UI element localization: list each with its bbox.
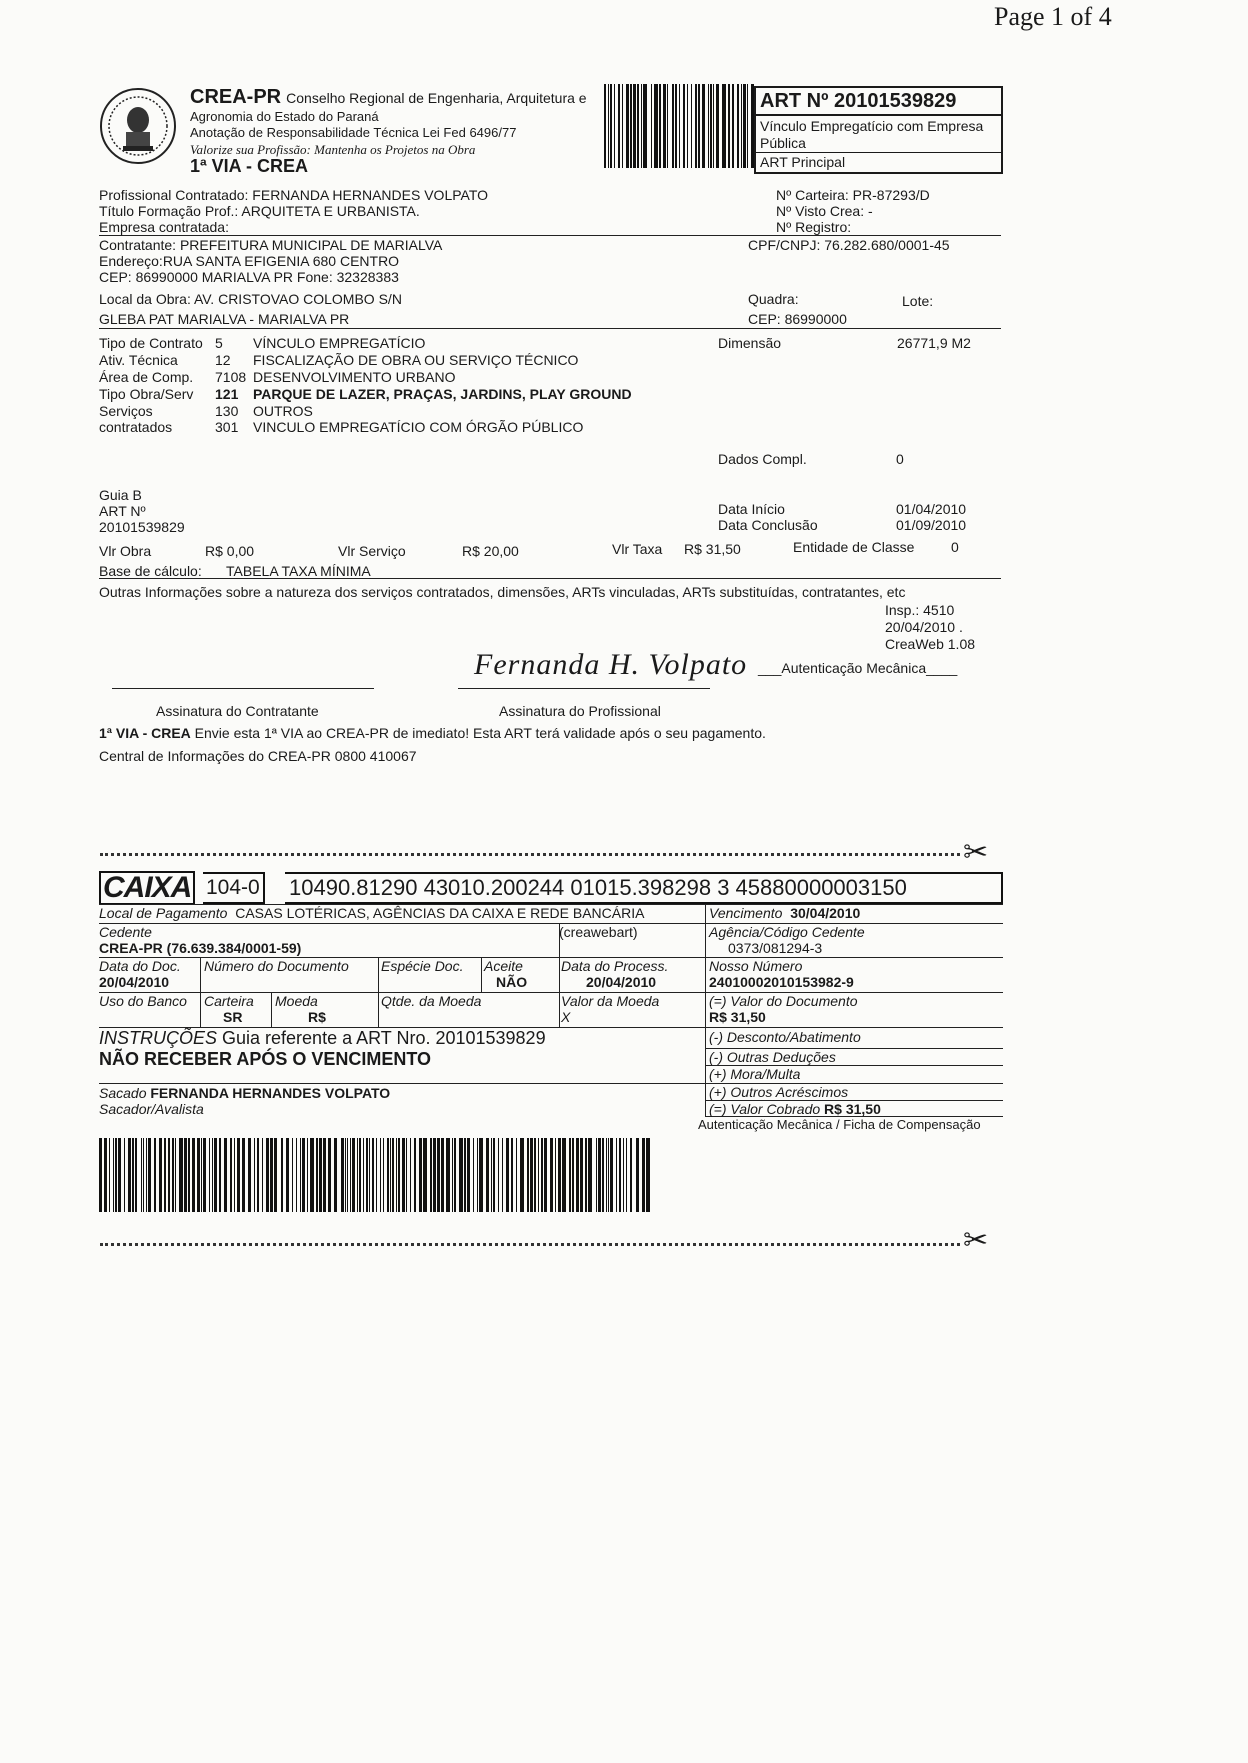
vlr-obra-label: Vlr Obra — [99, 543, 152, 559]
contratante-endereco: Endereço:RUA SANTA EFIGENIA 680 CENTRO — [99, 253, 400, 269]
detail-code: 130 — [215, 403, 239, 419]
quadra: Quadra: — [748, 291, 799, 307]
art-box — [754, 86, 1003, 174]
vencimento: Vencimento 30/04/2010 — [709, 905, 861, 921]
detail-label: Tipo de Contrato — [99, 335, 203, 351]
contratante-cep: CEP: 86990000 MARIALVA PR Fone: 32328383 — [99, 269, 399, 285]
data-doc-label: Data do Doc. — [99, 958, 181, 974]
detail-label: contratados — [99, 419, 173, 435]
scissors-icon: ✂ — [963, 836, 989, 869]
detail-desc: DESENVOLVIMENTO URBANO — [253, 369, 456, 385]
art-vinculo: Vínculo Empregatício com Empresa — [760, 118, 984, 134]
guia-line3: 20101539829 — [99, 519, 185, 535]
vlr-servico: R$ 20,00 — [462, 543, 519, 559]
cedente: CREA-PR (76.639.384/0001-59) — [99, 940, 302, 956]
art-barcode — [604, 84, 754, 168]
data-inicio-label: Data Início — [718, 501, 785, 517]
signature: Fernanda H. Volpato — [474, 648, 748, 681]
insp: Insp.: 4510 — [885, 602, 955, 618]
dimensao-value: 26771,9 M2 — [897, 335, 971, 351]
central-informacoes: Central de Informações do CREA-PR 0800 410067 — [99, 748, 417, 764]
sacado: Sacado FERNANDA HERNANDES VOLPATO — [99, 1085, 391, 1101]
moeda-label: Moeda — [275, 993, 318, 1009]
data-conclusao-label: Data Conclusão — [718, 517, 818, 533]
contratante-nome: Contratante: PREFEITURA MUNICIPAL DE MARIALVA — [99, 237, 443, 253]
outros-acrescimos: (+) Outros Acréscimos — [709, 1084, 849, 1100]
assinatura-profissional: Assinatura do Profissional — [499, 703, 661, 719]
agencia: 0373/081294-3 — [728, 940, 823, 956]
valor-moeda: X — [561, 1009, 571, 1025]
numero-carteira: Nº Carteira: PR-87293/D — [776, 187, 930, 203]
linha-digitavel: 10490.81290 43010.200244 01015.398298 3 45880000003150 — [285, 872, 1003, 904]
data-conclusao: 01/09/2010 — [896, 517, 967, 533]
vlr-servico-label: Vlr Serviço — [338, 543, 406, 559]
outras-informacoes: Outras Informações sobre a natureza dos serviços contratados, dimensões, ARTs vinculadas, ARTs substituídas, contratantes, etc — [99, 584, 906, 600]
autenticacao-mecanica: ___Autenticação Mecânica____ — [758, 660, 958, 676]
data-doc: 20/04/2010 — [99, 974, 170, 990]
via-label: 1ª VIA - CREA — [190, 156, 309, 176]
nosso-numero-label: Nosso Número — [709, 958, 803, 974]
valor-documento: R$ 31,50 — [709, 1009, 766, 1025]
detail-desc: OUTROS — [253, 403, 313, 419]
mora-multa: (+) Mora/Multa — [709, 1066, 801, 1082]
detail-desc: VÍNCULO EMPREGATÍCIO — [253, 335, 426, 351]
uso-banco-label: Uso do Banco — [99, 993, 187, 1009]
carteira: SR — [223, 1009, 243, 1025]
ficha-compensacao: Autenticação Mecânica / Ficha de Compensação — [698, 1117, 981, 1132]
detail-label: Área de Comp. — [99, 369, 194, 385]
vlr-taxa-label: Vlr Taxa — [612, 541, 663, 557]
org-header — [190, 86, 587, 109]
dimensao-label: Dimensão — [718, 335, 782, 351]
local-pagamento: Local de Pagamento CASAS LOTÉRICAS, AGÊNCIAS DA CAIXA E REDE BANCÁRIA — [99, 905, 645, 921]
vlr-obra: R$ 0,00 — [205, 543, 255, 559]
outras-deducoes: (-) Outras Deduções — [709, 1049, 836, 1065]
lote: Lote: — [902, 293, 934, 309]
guia-line2: ART Nº — [99, 503, 146, 519]
creaweb-version: CreaWeb 1.08 — [885, 636, 976, 652]
nosso-numero: 24010002010153982-9 — [709, 974, 854, 990]
detail-code: 5 — [215, 335, 223, 351]
contratante-cpf: CPF/CNPJ: 76.282.680/0001-45 — [748, 237, 950, 253]
nao-receber: NÃO RECEBER APÓS O VENCIMENTO — [99, 1049, 432, 1069]
data-process-label: Data do Process. — [561, 958, 669, 974]
detail-desc: FISCALIZAÇÃO DE OBRA OU SERVIÇO TÉCNICO — [253, 352, 579, 368]
crea-seal-icon — [98, 84, 178, 168]
detail-desc: VINCULO EMPREGATÍCIO COM ÓRGÃO PÚBLICO — [253, 419, 584, 435]
detail-code: 121 — [215, 386, 239, 402]
detail-label: Serviços — [99, 403, 153, 419]
valor-moeda-label: Valor da Moeda — [561, 993, 660, 1009]
detail-code: 301 — [215, 419, 239, 435]
moeda: R$ — [308, 1009, 326, 1025]
cedente-label: Cedente — [99, 924, 152, 940]
assinatura-contratante: Assinatura do Contratante — [156, 703, 319, 719]
entidade-classe: 0 — [951, 539, 959, 555]
creawebart: (creawebart) — [559, 924, 638, 940]
art-number: ART Nº 20101539829 — [760, 90, 957, 112]
page-label: Page 1 of 4 — [994, 2, 1112, 31]
instrucoes: INSTRUÇÕES Guia referente a ART Nro. 20101539829 — [99, 1028, 546, 1048]
local-obra: Local da Obra: AV. CRISTOVAO COLOMBO S/N — [99, 291, 402, 307]
bank-code: 104-0 — [203, 872, 265, 904]
detail-label: Tipo Obra/Serv — [99, 386, 194, 402]
visto-crea: Nº Visto Crea: - — [776, 203, 873, 219]
detail-label: Ativ. Técnica — [99, 352, 178, 368]
gleba: GLEBA PAT MARIALVA - MARIALVA PR — [99, 311, 350, 327]
dados-compl-label: Dados Compl. — [718, 451, 807, 467]
org-name-line1: Conselho Regional de Engenharia, Arquitetura e — [286, 90, 587, 106]
numero-documento-label: Número do Documento — [204, 958, 349, 974]
org-short: CREA-PR — [190, 86, 282, 108]
boleto-barcode — [99, 1138, 651, 1212]
data-process: 20/04/2010 — [586, 974, 657, 990]
via-notice: 1ª VIA - CREA Envie esta 1ª VIA ao CREA-PR de imediato! Esta ART terá validade após o seu pagamento. — [99, 725, 766, 741]
aceite: NÃO — [496, 974, 528, 990]
base-calculo-label: Base de cálculo: — [99, 563, 202, 579]
slogan: Valorize sua Profissão: Mantenha os Projetos na Obra — [190, 142, 476, 157]
especie-doc-label: Espécie Doc. — [381, 958, 464, 974]
caixa-logo: CAIXA — [99, 871, 195, 905]
vlr-taxa: R$ 31,50 — [684, 541, 741, 557]
qtde-moeda-label: Qtde. da Moeda — [381, 993, 482, 1009]
insp-date: 20/04/2010 . — [885, 619, 963, 635]
desconto: (-) Desconto/Abatimento — [709, 1029, 861, 1045]
valor-cobrado: (=) Valor Cobrado R$ 31,50 — [709, 1101, 881, 1117]
guia-line1: Guia B — [99, 487, 142, 503]
org-name-line2: Agronomia do Estado do Paraná — [190, 109, 379, 124]
carteira-label: Carteira — [204, 993, 254, 1009]
data-inicio: 01/04/2010 — [896, 501, 967, 517]
art-publica: Pública — [760, 135, 806, 151]
profissional-contratado: Profissional Contratado: FERNANDA HERNANDES VOLPATO — [99, 187, 489, 203]
scissors-icon: ✂ — [963, 1224, 989, 1257]
art-principal: ART Principal — [760, 154, 846, 170]
dados-compl-value: 0 — [896, 451, 904, 467]
base-calculo: TABELA TAXA MÍNIMA — [226, 563, 371, 579]
detail-code: 12 — [215, 352, 231, 368]
valor-documento-label: (=) Valor do Documento — [709, 993, 858, 1009]
numero-registro: Nº Registro: — [776, 219, 852, 235]
aceite-label: Aceite — [484, 958, 523, 974]
empresa-contratada: Empresa contratada: — [99, 219, 229, 235]
titulo-formacao: Título Formação Prof.: ARQUITETA E URBANISTA. — [99, 203, 420, 219]
agencia-label: Agência/Código Cedente — [709, 924, 865, 940]
detail-desc: PARQUE DE LAZER, PRAÇAS, JARDINS, PLAY GROUND — [253, 386, 632, 402]
anotacao-line: Anotação de Responsabilidade Técnica Lei Fed 6496/77 — [190, 125, 517, 140]
detail-code: 7108 — [215, 369, 247, 385]
sacador-avalista: Sacador/Avalista — [99, 1101, 204, 1117]
entidade-classe-label: Entidade de Classe — [793, 539, 915, 555]
obra-cep: CEP: 86990000 — [748, 311, 847, 327]
